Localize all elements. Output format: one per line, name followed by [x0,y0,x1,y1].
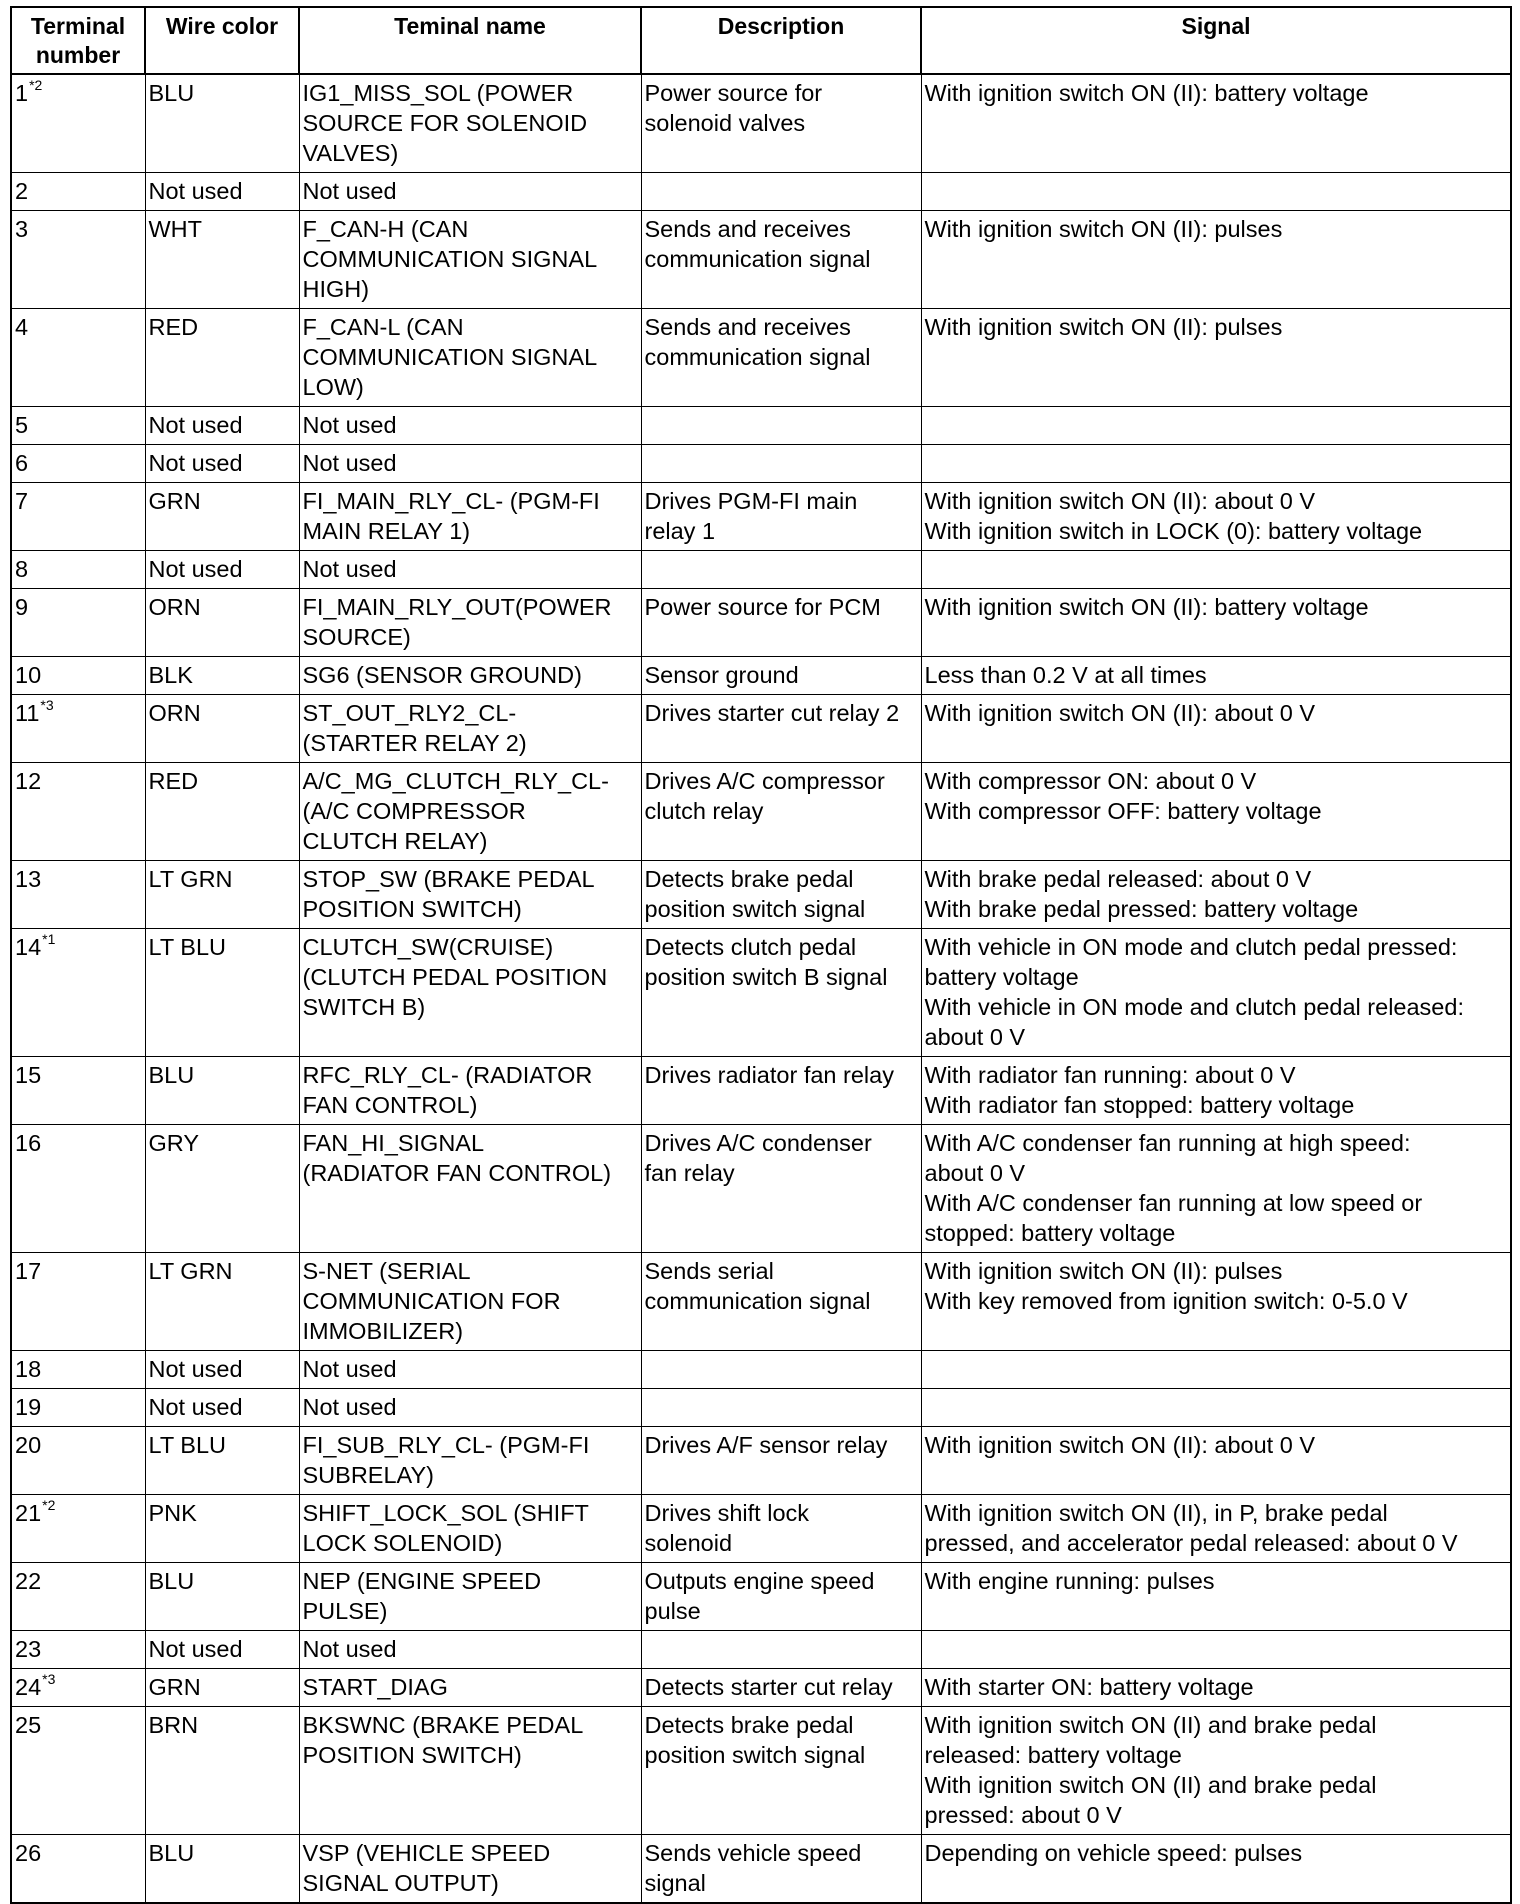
terminal-number: 19 [15,1394,42,1420]
terminal-number-cell [11,657,145,695]
terminal-number: 15 [15,1062,42,1088]
terminal-number-cell [11,1427,145,1495]
terminal-name-cell: FI_MAIN_RLY_CL- (PGM-FI MAIN RELAY 1) [299,483,641,551]
signal-cell: With ignition switch ON (II): about 0 V [921,695,1511,763]
terminal-number-cell [11,1057,145,1125]
wire-color-cell: Not used [145,173,299,211]
footnote-marker: *1 [42,931,56,947]
wire-color-cell: Not used [145,445,299,483]
terminal-number: 21 [15,1500,42,1526]
terminal-number: 26 [15,1840,42,1866]
terminal-name-cell: ST_OUT_RLY2_CL- (STARTER RELAY 2) [299,695,641,763]
wire-color-cell: BLU [145,1835,299,1904]
table-row [11,1389,1511,1427]
terminal-number-cell [11,1495,145,1563]
terminal-number: 24 [15,1674,42,1700]
table-row [11,1427,1511,1495]
description-cell: Detects brake pedal position switch signal [641,1707,921,1835]
wire-color-cell: RED [145,763,299,861]
signal-cell: With ignition switch ON (II): battery voltage [921,74,1511,173]
wire-color-cell: Not used [145,1351,299,1389]
wire-color-cell: LT BLU [145,929,299,1057]
terminal-number: 16 [15,1130,42,1156]
terminal-number-cell [11,1125,145,1253]
terminal-number-cell [11,763,145,861]
description-cell: Detects starter cut relay [641,1669,921,1707]
terminal-number: 14 [15,934,42,960]
terminal-name-cell: RFC_RLY_CL- (RADIATOR FAN CONTROL) [299,1057,641,1125]
signal-cell [921,407,1511,445]
description-cell: Drives shift lock solenoid [641,1495,921,1563]
signal-cell: With starter ON: battery voltage [921,1669,1511,1707]
terminal-number: 13 [15,866,42,892]
table-row [11,74,1511,173]
signal-cell: With ignition switch ON (II): pulses With key removed from ignition switch: 0-5.0 V [921,1253,1511,1351]
table-row [11,551,1511,589]
signal-cell: With ignition switch ON (II): about 0 V With ignition switch in LOCK (0): battery voltage [921,483,1511,551]
description-cell [641,1389,921,1427]
description-cell: Drives starter cut relay 2 [641,695,921,763]
table-row [11,861,1511,929]
signal-cell: With engine running: pulses [921,1563,1511,1631]
description-cell: Drives radiator fan relay [641,1057,921,1125]
description-cell: Detects brake pedal position switch signal [641,861,921,929]
description-cell: Drives A/C compressor clutch relay [641,763,921,861]
terminal-name-cell: BKSWNC (BRAKE PEDAL POSITION SWITCH) [299,1707,641,1835]
terminal-number: 22 [15,1568,42,1594]
header-description: Description [641,7,921,74]
terminal-number: 6 [15,450,29,476]
wire-color-cell: BLU [145,1057,299,1125]
terminal-number: 18 [15,1356,42,1382]
table-row [11,1563,1511,1631]
wire-color-cell: GRN [145,1669,299,1707]
table-body [11,74,1511,1903]
terminal-name-cell: Not used [299,1631,641,1669]
signal-cell: With ignition switch ON (II): pulses [921,309,1511,407]
terminal-number: 4 [15,314,29,340]
wire-color-cell: WHT [145,211,299,309]
terminal-number: 25 [15,1712,42,1738]
terminal-name-cell: VSP (VEHICLE SPEED SIGNAL OUTPUT) [299,1835,641,1904]
header-terminal-number: Terminal number [11,7,145,74]
table-row [11,1351,1511,1389]
terminal-name-cell: FI_MAIN_RLY_OUT(POWER SOURCE) [299,589,641,657]
signal-cell: With ignition switch ON (II) and brake pedal released: battery voltage With ignition switch ON (II) and brake pedal pressed: about 0 V [921,1707,1511,1835]
terminal-name-cell: SHIFT_LOCK_SOL (SHIFT LOCK SOLENOID) [299,1495,641,1563]
terminal-number-cell [11,211,145,309]
terminal-name-cell: Not used [299,173,641,211]
terminal-number-cell [11,929,145,1057]
description-cell: Sensor ground [641,657,921,695]
terminal-number: 10 [15,662,42,688]
table-row [11,1495,1511,1563]
description-cell [641,173,921,211]
description-cell: Power source for solenoid valves [641,74,921,173]
terminal-name-cell: NEP (ENGINE SPEED PULSE) [299,1563,641,1631]
table-row [11,589,1511,657]
terminal-number-cell [11,1631,145,1669]
terminal-name-cell: FAN_HI_SIGNAL (RADIATOR FAN CONTROL) [299,1125,641,1253]
terminal-number-cell [11,1563,145,1631]
table-row [11,1631,1511,1669]
terminal-number-cell [11,1669,145,1707]
table-row [11,407,1511,445]
terminal-number-cell [11,173,145,211]
description-cell: Drives A/C condenser fan relay [641,1125,921,1253]
terminal-number-cell [11,1253,145,1351]
wire-color-cell: Not used [145,1631,299,1669]
terminal-name-cell: F_CAN-H (CAN COMMUNICATION SIGNAL HIGH) [299,211,641,309]
table-row [11,1253,1511,1351]
table-row [11,173,1511,211]
signal-cell: With ignition switch ON (II): about 0 V [921,1427,1511,1495]
terminal-name-cell: S-NET (SERIAL COMMUNICATION FOR IMMOBILIZER) [299,1253,641,1351]
terminal-number: 3 [15,216,29,242]
terminal-name-cell: SG6 (SENSOR GROUND) [299,657,641,695]
table-row [11,1669,1511,1707]
signal-cell: With compressor ON: about 0 V With compressor OFF: battery voltage [921,763,1511,861]
table-row [11,1707,1511,1835]
terminal-number: 8 [15,556,29,582]
terminal-name-cell: START_DIAG [299,1669,641,1707]
description-cell: Outputs engine speed pulse [641,1563,921,1631]
terminal-number-cell [11,1351,145,1389]
wire-color-cell: Not used [145,1389,299,1427]
table-row [11,929,1511,1057]
terminal-number: 5 [15,412,29,438]
wire-color-cell: LT GRN [145,1253,299,1351]
terminal-number-cell [11,1707,145,1835]
description-cell: Power source for PCM [641,589,921,657]
table-row [11,1125,1511,1253]
signal-cell [921,445,1511,483]
signal-cell: Less than 0.2 V at all times [921,657,1511,695]
description-cell: Drives A/F sensor relay [641,1427,921,1495]
terminal-name-cell: A/C_MG_CLUTCH_RLY_CL- (A/C COMPRESSOR CLUTCH RELAY) [299,763,641,861]
terminal-number: 9 [15,594,29,620]
wire-color-cell: GRY [145,1125,299,1253]
terminal-number-cell [11,1835,145,1904]
wire-color-cell: BLU [145,74,299,173]
description-cell [641,445,921,483]
signal-cell: With A/C condenser fan running at high speed: about 0 V With A/C condenser fan running at low speed or stopped: battery voltage [921,1125,1511,1253]
terminal-number-cell [11,1389,145,1427]
table-row [11,657,1511,695]
terminal-table-page [10,6,1510,1904]
description-cell [641,551,921,589]
terminal-name-cell: Not used [299,407,641,445]
signal-cell [921,173,1511,211]
description-cell: Drives PGM-FI main relay 1 [641,483,921,551]
terminal-name-cell: F_CAN-L (CAN COMMUNICATION SIGNAL LOW) [299,309,641,407]
terminal-name-cell: CLUTCH_SW(CRUISE) (CLUTCH PEDAL POSITION SWITCH B) [299,929,641,1057]
wire-color-cell: Not used [145,407,299,445]
footnote-marker: *3 [40,697,54,713]
footnote-marker: *2 [42,1497,56,1513]
terminal-number-cell [11,483,145,551]
header-row [11,7,1511,74]
terminal-number: 20 [15,1432,42,1458]
description-cell: Sends serial communication signal [641,1253,921,1351]
description-cell: Sends and receives communication signal [641,309,921,407]
terminal-number: 1 [15,80,29,106]
wire-color-cell: RED [145,309,299,407]
pcm-terminal-table [10,6,1512,1904]
wire-color-cell: ORN [145,695,299,763]
table-row [11,695,1511,763]
header-signal: Signal [921,7,1511,74]
terminal-name-cell: Not used [299,551,641,589]
signal-cell: With ignition switch ON (II): pulses [921,211,1511,309]
terminal-number: 17 [15,1258,42,1284]
terminal-name-cell: STOP_SW (BRAKE PEDAL POSITION SWITCH) [299,861,641,929]
description-cell [641,1631,921,1669]
wire-color-cell: BLU [145,1563,299,1631]
terminal-number-cell [11,407,145,445]
wire-color-cell: PNK [145,1495,299,1563]
signal-cell: Depending on vehicle speed: pulses [921,1835,1511,1904]
terminal-name-cell: Not used [299,445,641,483]
table-row [11,1057,1511,1125]
terminal-number: 23 [15,1636,42,1662]
table-row [11,1835,1511,1904]
description-cell: Detects clutch pedal position switch B signal [641,929,921,1057]
terminal-name-cell: Not used [299,1351,641,1389]
signal-cell: With vehicle in ON mode and clutch pedal pressed: battery voltage With vehicle in ON mode and clutch pedal released: about 0 V [921,929,1511,1057]
description-cell [641,407,921,445]
terminal-number: 2 [15,178,29,204]
signal-cell [921,1389,1511,1427]
description-cell: Sends vehicle speed signal [641,1835,921,1904]
terminal-name-cell: FI_SUB_RLY_CL- (PGM-FI SUBRELAY) [299,1427,641,1495]
terminal-number: 11 [15,700,40,726]
table-row [11,763,1511,861]
wire-color-cell: BLK [145,657,299,695]
terminal-number-cell [11,589,145,657]
wire-color-cell: GRN [145,483,299,551]
signal-cell: With radiator fan running: about 0 V With radiator fan stopped: battery voltage [921,1057,1511,1125]
footnote-marker: *2 [29,77,43,93]
terminal-number-cell [11,695,145,763]
terminal-number: 7 [15,488,29,514]
wire-color-cell: LT GRN [145,861,299,929]
signal-cell: With ignition switch ON (II), in P, brake pedal pressed, and accelerator pedal released: about 0 V [921,1495,1511,1563]
table-row [11,309,1511,407]
wire-color-cell: Not used [145,551,299,589]
table-row [11,211,1511,309]
terminal-number-cell [11,445,145,483]
header-wire-color: Wire color [145,7,299,74]
signal-cell: With brake pedal released: about 0 V With brake pedal pressed: battery voltage [921,861,1511,929]
footnote-marker: *3 [42,1671,56,1687]
header-terminal-name: Teminal name [299,7,641,74]
table-row [11,445,1511,483]
wire-color-cell: LT BLU [145,1427,299,1495]
description-cell: Sends and receives communication signal [641,211,921,309]
terminal-number-cell [11,551,145,589]
terminal-name-cell: IG1_MISS_SOL (POWER SOURCE FOR SOLENOID VALVES) [299,74,641,173]
wire-color-cell: ORN [145,589,299,657]
terminal-name-cell: Not used [299,1389,641,1427]
description-cell [641,1351,921,1389]
signal-cell [921,1351,1511,1389]
signal-cell: With ignition switch ON (II): battery voltage [921,589,1511,657]
terminal-number-cell [11,309,145,407]
terminal-number-cell [11,861,145,929]
signal-cell [921,551,1511,589]
terminal-number-cell [11,74,145,173]
wire-color-cell: BRN [145,1707,299,1835]
terminal-number: 12 [15,768,42,794]
table-row [11,483,1511,551]
signal-cell [921,1631,1511,1669]
